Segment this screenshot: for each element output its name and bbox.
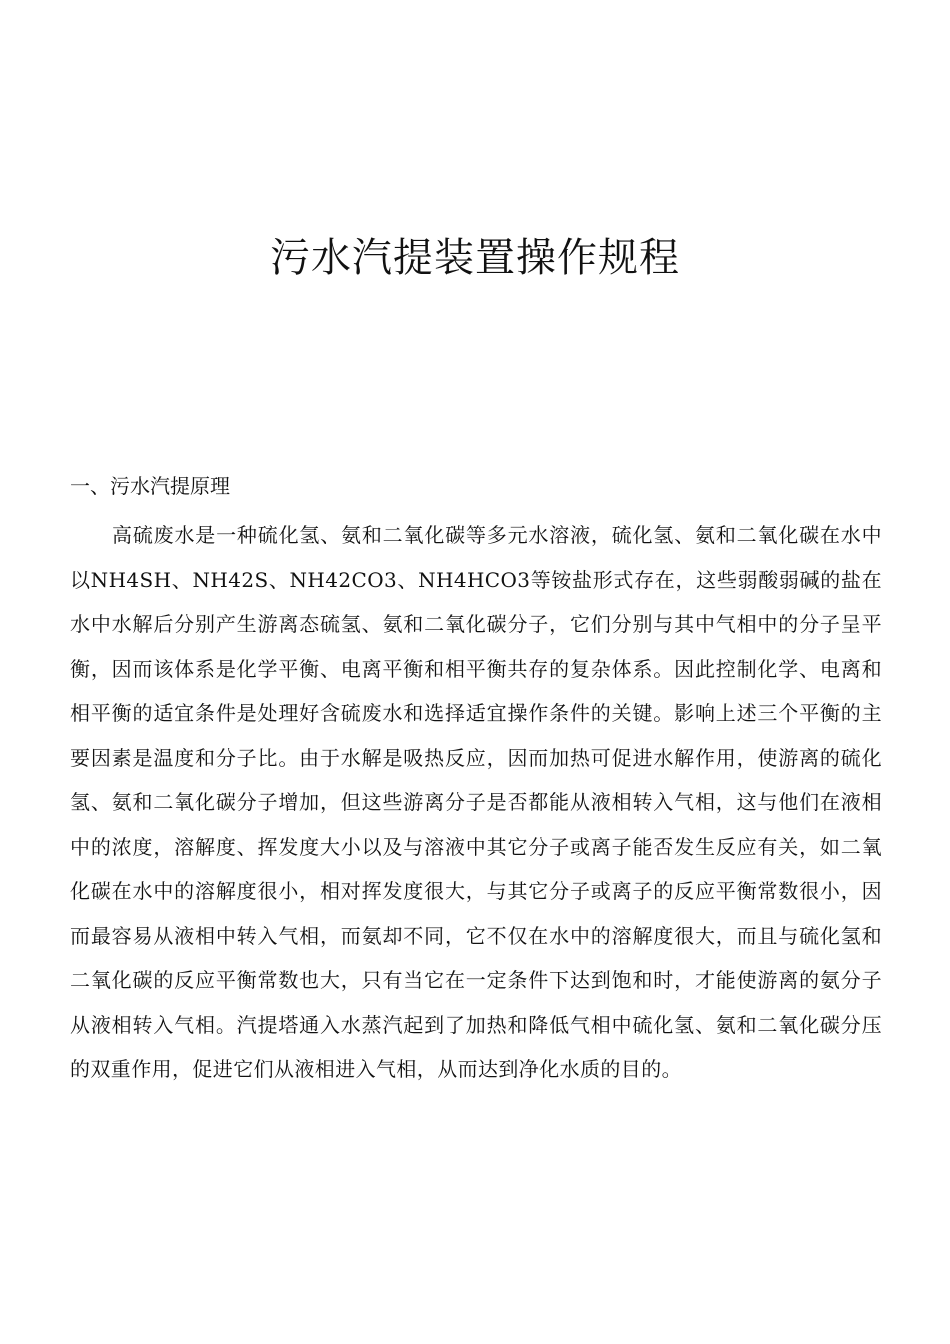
section-heading: 一、污水汽提原理 — [70, 474, 230, 498]
section-paragraph: 高硫废水是一种硫化氢、氨和二氧化碳等多元水溶液，硫化氢、氨和二氧化碳在水中以NH4SH、NH42S、NH42CO3、NH4HCO3等铵盐形式存在，这些弱酸弱碱的盐在水中水解后分别产生游离态硫氢、氨和二氧化碳分子，它们分别与其中气相中的分子呈平衡，因而该体系是化学平衡、电离平衡和相平衡共存的复杂体系。因此控制化学、电离和相平衡的适宜条件是处理好含硫废水和选择适宜操作条件的关键。影响上述三个平衡的主要因素是温度和分子比。由于水解是吸热反应，因而加热可促进水解作用，使游离的硫化氢、氨和二氧化碳分子增加，但这些游离分子是否都能从液相转入气相，这与他们在液相中的浓度，溶解度、挥发度大小以及与溶液中其它分子或离子能否发生反应有关，如二氧化碳在水中的溶解度很小，相对挥发度很大，与其它分子或离子的反应平衡常数很小，因而最容易从液相中转入气相，而氨却不同，它不仅在水中的溶解度很大，而且与硫化氢和二氧化碳的反应平衡常数也大，只有当它在一定条件下达到饱和时，才能使游离的氨分子从液相转入气相。汽提塔通入水蒸汽起到了加热和降低气相中硫化氢、氨和二氧化碳分压的双重作用，促进它们从液相进入气相，从而达到净化水质的目的。 — [70, 523, 882, 1081]
document-title: 污水汽提装置操作规程 — [270, 235, 680, 281]
